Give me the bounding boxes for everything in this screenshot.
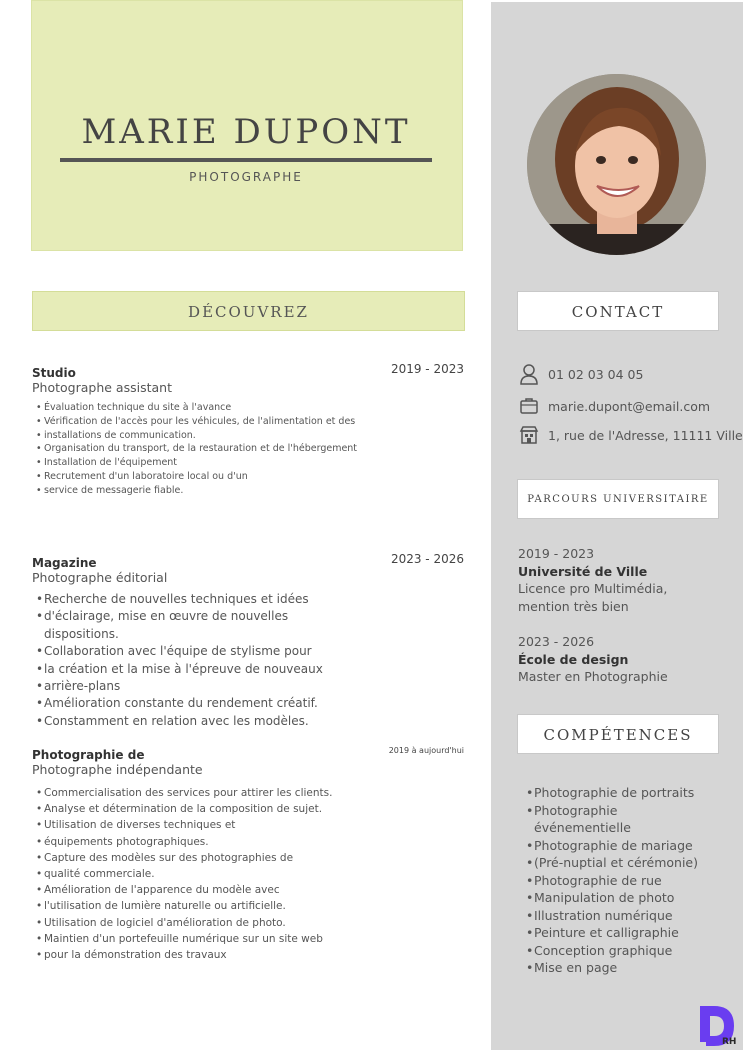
list-item: • qualité commerciale.	[32, 866, 464, 882]
phone-number: 01 02 03 04 05	[548, 366, 644, 382]
list-item: • installations de communication.	[32, 429, 464, 443]
job-organization: Photographie de	[32, 748, 145, 762]
section-title-experience: DÉCOUVREZ	[32, 291, 465, 331]
education-school: École de design	[518, 651, 629, 667]
list-item: • (Pré-nuptial et cérémonie)	[526, 854, 716, 872]
education-dates: 2019 - 2023	[518, 546, 595, 561]
contact-email	[518, 394, 710, 418]
list-item: • Collaboration avec l'équipe de stylisme pour	[32, 643, 342, 660]
section-title-education: PARCOURS UNIVERSITAIRE	[517, 479, 719, 519]
logo-text: RH	[722, 1037, 737, 1047]
job-title: PHOTOGRAPHE	[189, 170, 303, 184]
list-item: • Utilisation de logiciel d'amélioration de photo.	[32, 915, 464, 931]
job-role: Photographe assistant	[32, 380, 172, 395]
job-dates: 2019 - 2023	[390, 362, 464, 376]
contact-address	[518, 423, 743, 447]
list-item: • Installation de l'équipement	[32, 456, 464, 470]
building-icon	[518, 424, 540, 446]
person-icon	[518, 363, 540, 385]
email-address: marie.dupont@email.com	[548, 398, 711, 414]
job-entry	[32, 362, 464, 498]
list-item: • la création et la mise à l'épreuve de nouveaux	[32, 661, 342, 678]
list-item: • équipements photographiques.	[32, 834, 464, 850]
education-dates: 2023 - 2026	[518, 634, 595, 649]
list-item: • Évaluation technique du site à l'avance	[32, 401, 464, 415]
job-dates: 2019 à aujourd'hui	[388, 746, 464, 755]
job-organization: Magazine	[32, 556, 97, 570]
person-name: MARIE DUPONT	[81, 112, 411, 152]
postal-address: 1, rue de l'Adresse, 11111 Ville	[548, 427, 743, 443]
list-item: • Photographie de portraits	[526, 784, 716, 802]
education-school: Université de Ville	[518, 563, 648, 579]
skills-list	[526, 784, 716, 977]
contact-phone	[518, 362, 643, 386]
list-item: • d'éclairage, mise en œuvre de nouvelles dispositions.	[32, 608, 342, 643]
list-item: • Photographie de mariage	[526, 837, 716, 855]
mail-icon	[518, 395, 540, 417]
list-item: • Amélioration constante du rendement créatif.	[32, 695, 342, 712]
job-entry	[32, 552, 464, 730]
list-item: • Photographie événementielle	[526, 802, 656, 837]
job-bullets	[32, 591, 342, 730]
list-item: • Capture des modèles sur des photographies de	[32, 850, 464, 866]
list-item: • Vérification de l'accès pour les véhicules, de l'alimentation et des	[32, 415, 464, 429]
list-item: • l'utilisation de lumière naturelle ou artificielle.	[32, 898, 464, 914]
list-item: • Illustration numérique	[526, 907, 716, 925]
job-bullets	[32, 785, 464, 963]
list-item: • Commercialisation des services pour attirer les clients.	[32, 785, 464, 801]
job-entry	[32, 744, 464, 963]
list-item: • Manipulation de photo	[526, 889, 716, 907]
job-bullets	[32, 401, 464, 498]
list-item: • Constamment en relation avec les modèles.	[32, 713, 342, 730]
list-item: • Photographie de rue	[526, 872, 716, 890]
section-title-contact: CONTACT	[517, 291, 719, 331]
list-item: • service de messagerie fiable.	[32, 484, 464, 498]
education-degree: Master en Photographie	[518, 669, 668, 684]
list-item: • pour la démonstration des travaux	[32, 947, 464, 963]
job-dates: 2023 - 2026	[390, 552, 464, 566]
education-entry	[518, 633, 718, 686]
list-item: • Utilisation de diverses techniques et	[32, 817, 464, 833]
list-item: • arrière-plans	[32, 678, 342, 695]
list-item: • Maintien d'un portefeuille numérique sur un site web	[32, 931, 464, 947]
job-role: Photographe indépendante	[32, 762, 203, 777]
list-item: • Organisation du transport, de la restauration et de l'hébergement	[32, 442, 464, 456]
list-item: • Mise en page	[526, 959, 716, 977]
section-title-skills: COMPÉTENCES	[517, 714, 719, 754]
list-item: • Analyse et détermination de la composition de sujet.	[32, 801, 464, 817]
education-degree: Licence pro Multimédia, mention très bien	[518, 581, 668, 614]
education-entry	[518, 545, 718, 615]
job-role: Photographe éditorial	[32, 570, 168, 585]
brand-logo	[696, 1002, 738, 1048]
list-item: • Recherche de nouvelles techniques et idées	[32, 591, 342, 608]
list-item: • Conception graphique	[526, 942, 716, 960]
job-organization: Studio	[32, 366, 76, 380]
profile-photo	[527, 74, 706, 255]
name-divider	[60, 158, 432, 162]
list-item: • Amélioration de l'apparence du modèle avec	[32, 882, 464, 898]
list-item: • Recrutement d'un laboratoire local ou d'un	[32, 470, 464, 484]
list-item: • Peinture et calligraphie	[526, 924, 716, 942]
